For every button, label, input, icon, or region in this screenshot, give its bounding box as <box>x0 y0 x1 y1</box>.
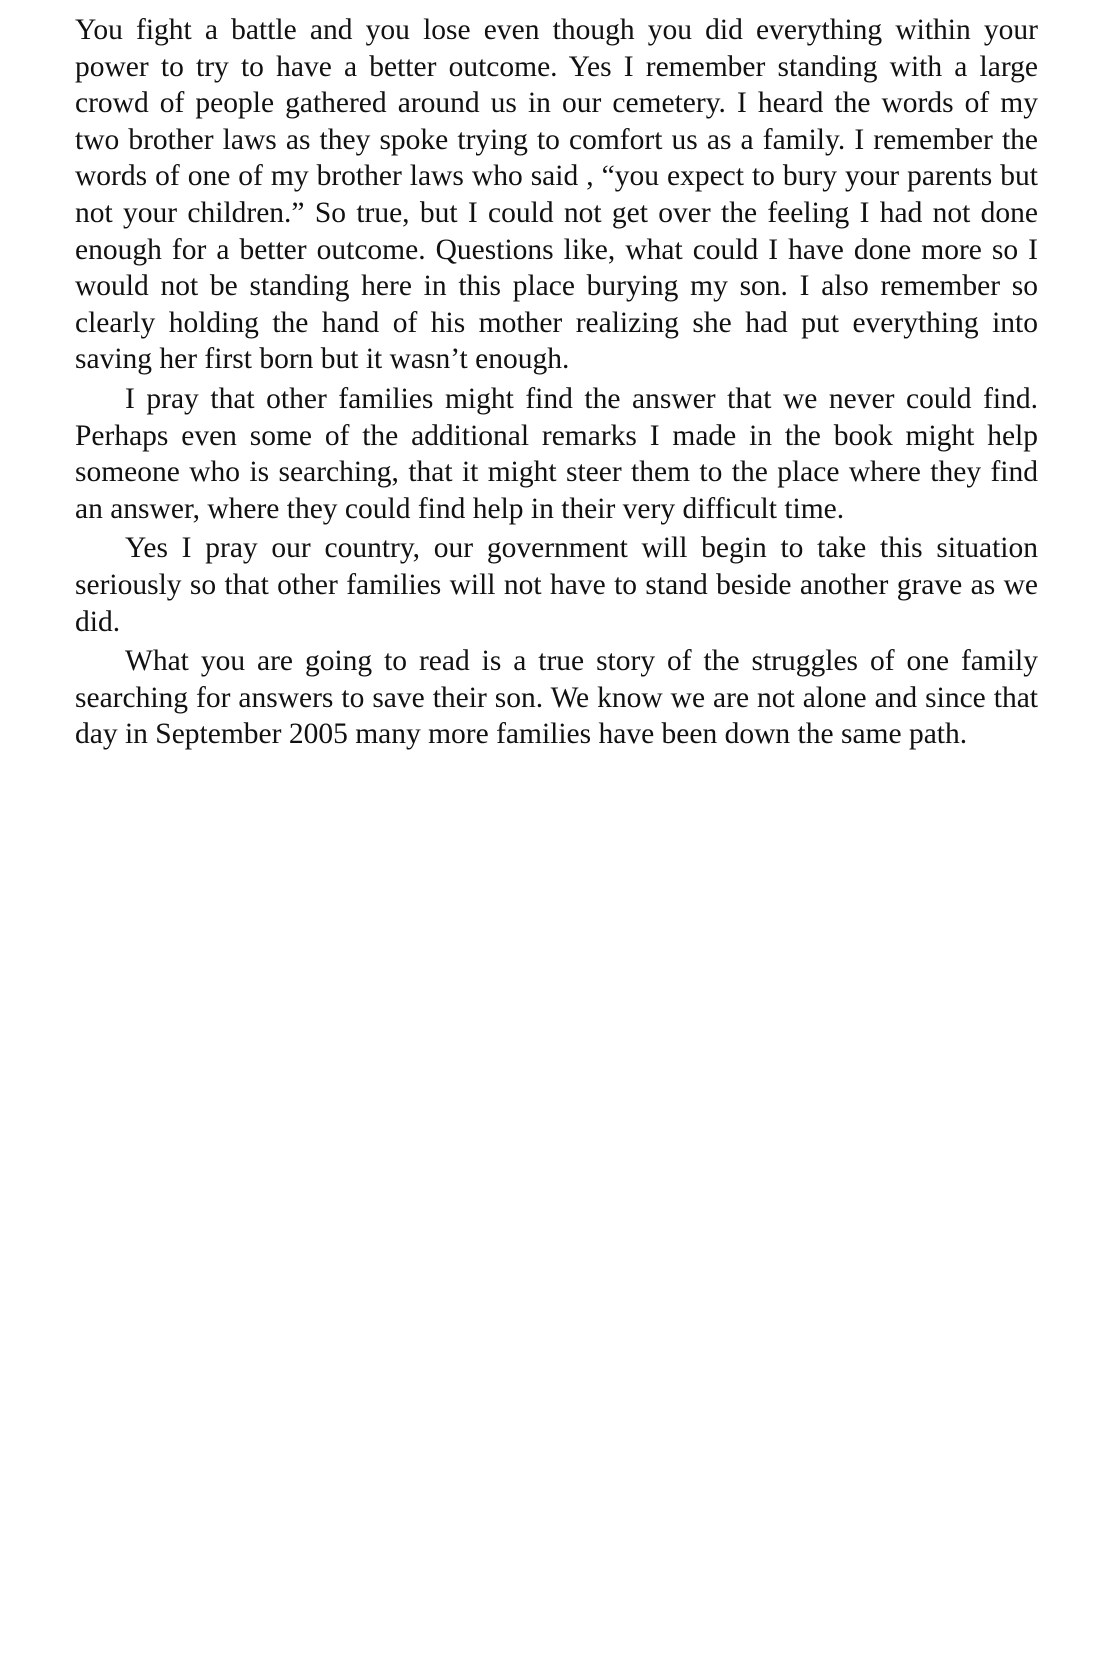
paragraph-1: You fight a battle and you lose even though you did everything within your power to try to have a better outcome. Yes I remember standing with a large crowd of people gathered around us in our cemetery. I heard the words of my two brother laws as they spoke trying to comfort us as a family. I remember the words of one of my brother laws who said , “you expect to bury your parents but not your children.” So true, but I could not get over the feeling I had not done enough for a better outcome. Questions like, what could I have done more so I would not be standing here in this place burying my son. I also remember so clearly holding the hand of his mother realizing she had put everything into saving her first born but it wasn’t enough. <box>75 14 1038 376</box>
paragraph-4: What you are going to read is a true story of the struggles of one family searching for answers to save their son. We know we are not alone and since that day in September 2005 many more families have been down the same path. <box>75 645 1038 751</box>
body-text <box>75 12 1038 756</box>
paragraph-2: I pray that other families might find the answer that we never could find. Perhaps even some of the additional remarks I made in the book might help someone who is searching, that it might steer them to the place where they find an answer, where they could find help in their very difficult time. <box>75 382 1038 525</box>
paragraph-3: Yes I pray our country, our government will begin to take this situation seriously so that other families will not have to stand beside another grave as we did. <box>75 532 1038 638</box>
